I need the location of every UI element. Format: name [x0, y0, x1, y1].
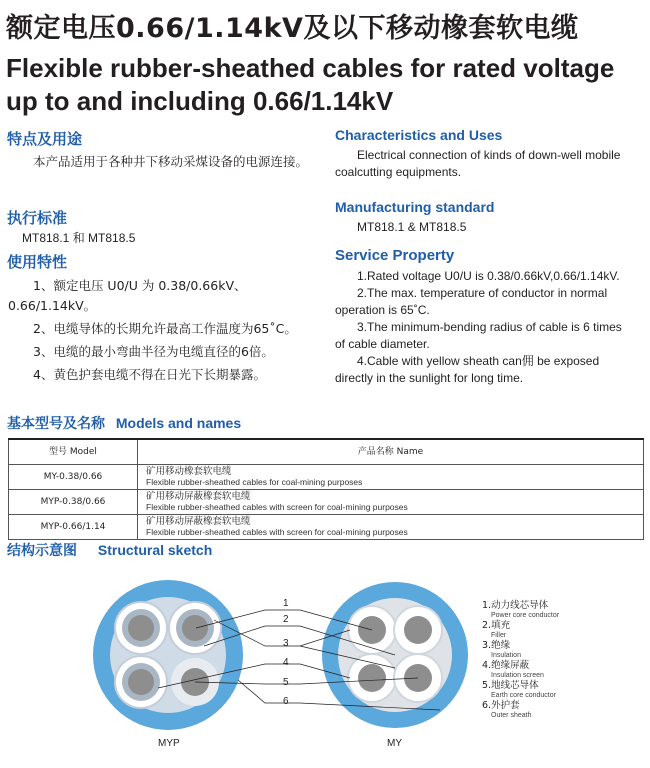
characteristics-text: Electrical connection of kinds of down-well mobile coalcutting equipments. — [335, 148, 621, 179]
name-cell — [138, 490, 644, 515]
model-cell: MYP-0.38/0.66 — [9, 490, 138, 515]
service-item: 3.The minimum-bending radius of cable is 6 times of cable diameter. — [335, 320, 622, 351]
label-my: MY — [387, 738, 402, 749]
structural-sketch — [0, 560, 480, 768]
table-row — [9, 490, 644, 515]
legend-cn: 3.绝缘 — [482, 640, 511, 651]
leader-number: 3 — [283, 638, 289, 649]
column-header-model: 型号 Model — [9, 439, 138, 465]
sketch-heading-cn: 结构示意图 — [7, 543, 77, 559]
leader-number: 4 — [283, 657, 289, 668]
myp-cable-cross-section — [93, 580, 243, 730]
usage-list — [8, 276, 313, 385]
models-heading-cn: 基本型号及名称 — [7, 416, 105, 432]
page-title-cn: 额定电压0.66/1.14kV及以下移动橡套软电缆 — [6, 13, 579, 44]
legend-en: Insulation screen — [491, 672, 544, 679]
name-cn: 矿用移动屏蔽橡套软电缆 — [146, 516, 251, 527]
power-conductor — [128, 615, 154, 641]
legend-item — [482, 640, 521, 660]
legend-item — [482, 700, 531, 720]
standard-text: MT818.1 和 MT818.5 — [22, 231, 136, 245]
label-myp: MYP — [158, 738, 180, 749]
service-item: 4.Cable with yellow sheath can佣 be exposed directly in the sunlight for long time. — [335, 354, 600, 385]
features-heading: 特点及用途 — [7, 130, 83, 148]
name-en: Flexible rubber-sheathed cables for coal-mining purposes — [146, 477, 363, 487]
standard-heading-en: Manufacturing standard — [335, 199, 495, 215]
leader-number: 6 — [283, 696, 289, 707]
legend-cn: 4.绝缘屏蔽 — [482, 660, 530, 671]
legend-en: Outer sheath — [491, 712, 532, 719]
legend-en: Insulation — [491, 652, 521, 659]
name-cell — [138, 465, 644, 490]
power-conductor — [358, 664, 386, 692]
usage-item: 4、黄色护套电缆不得在日光下长期暴露。 — [33, 367, 266, 382]
models-table — [8, 438, 644, 540]
power-conductor — [128, 669, 154, 695]
model-cell: MY-0.38/0.66 — [9, 465, 138, 490]
usage-item: 3、电缆的最小弯曲半径为电缆直径的6倍。 — [33, 344, 274, 359]
column-header-name: 产品名称 Name — [138, 439, 644, 465]
legend-cn: 5.地线芯导体 — [482, 680, 539, 691]
service-item: 2.The max. temperature of conductor in normal operation is 65˚C. — [335, 286, 608, 317]
legend-en: Earth core conductor — [491, 692, 556, 699]
service-list — [335, 268, 635, 387]
service-heading: Service Property — [335, 247, 455, 264]
legend-item — [482, 620, 510, 640]
legend-cn: 6.外护套 — [482, 700, 520, 711]
characteristics-heading: Characteristics and Uses — [335, 127, 503, 143]
legend-item — [482, 660, 544, 680]
sketch-heading-en: Structural sketch — [97, 542, 213, 558]
model-cell: MYP-0.66/1.14 — [9, 515, 138, 540]
page-title-en: Flexible rubber-sheathed cables for rated voltage up to and including 0.66/1.14kV — [6, 53, 615, 116]
features-text: 本产品适用于各种井下移动采煤设备的电源连接。 — [33, 154, 309, 169]
service-item: 1.Rated voltage U0/U is 0.38/0.66kV,0.66/1.14kV. — [357, 269, 620, 283]
legend-en: Power core conductor — [491, 612, 560, 619]
legend-en: Filler — [491, 632, 507, 639]
sketch-heading — [7, 540, 212, 560]
models-heading-en: Models and names — [115, 415, 242, 431]
usage-item: 2、电缆导体的长期允许最高工作温度为65˚C。 — [33, 321, 297, 336]
power-conductor — [182, 615, 208, 641]
name-en: Flexible rubber-sheathed cables with screen for coal-mining purposes — [146, 527, 408, 537]
name-cn: 矿用移动屏蔽橡套软电缆 — [146, 491, 251, 502]
name-en: Flexible rubber-sheathed cables with screen for coal-mining purposes — [146, 502, 408, 512]
models-heading — [7, 413, 241, 433]
name-cn: 矿用移动橡套软电缆 — [146, 466, 232, 477]
leader-number: 5 — [283, 677, 289, 688]
legend-item — [482, 680, 556, 700]
usage-item: 1、额定电压 U0/U 为 0.38/0.66kV、0.66/1.14kV。 — [8, 278, 247, 313]
leader-number: 1 — [283, 598, 289, 609]
table-row — [9, 465, 644, 490]
legend-cn: 1.动力线芯导体 — [482, 600, 549, 611]
power-conductor — [404, 616, 432, 644]
legend-cn: 2.填充 — [482, 620, 511, 631]
table-header-row — [9, 439, 644, 465]
leader-number: 2 — [283, 614, 289, 625]
standard-heading: 执行标准 — [7, 209, 68, 227]
standard-text-en: MT818.1 & MT818.5 — [357, 220, 467, 234]
name-cell — [138, 515, 644, 540]
table-row — [9, 515, 644, 540]
usage-heading: 使用特性 — [7, 253, 68, 271]
legend-item — [482, 600, 559, 620]
